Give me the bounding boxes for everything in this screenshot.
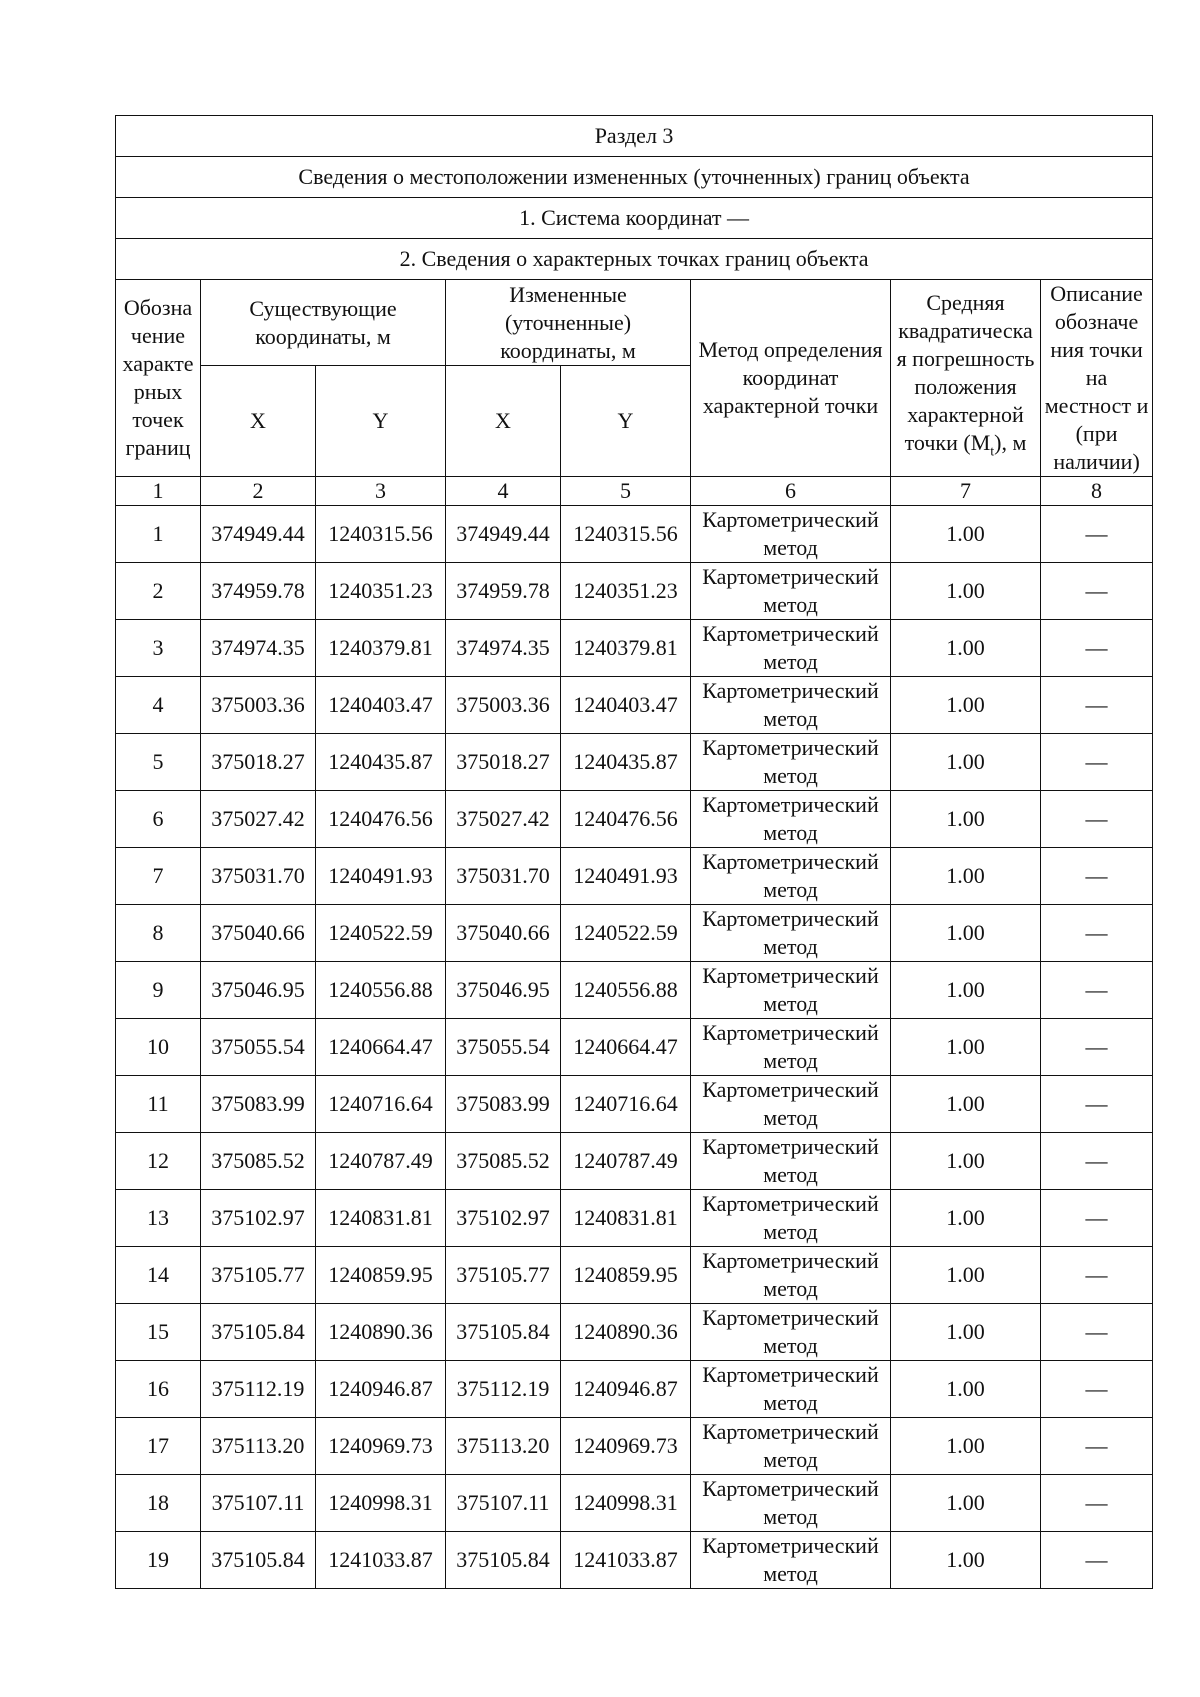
existing-x: 375112.19 — [201, 1361, 316, 1418]
existing-y: 1240379.81 — [316, 620, 446, 677]
method-line-2: метод — [763, 763, 818, 788]
method-line-1: Картометрический — [702, 564, 879, 589]
method-line-2: метод — [763, 1447, 818, 1472]
table-body — [116, 116, 1153, 1589]
header-changed-x: X — [446, 366, 561, 477]
column-number: 1 — [116, 477, 201, 506]
method-cell — [691, 1418, 891, 1475]
changed-x: 375003.36 — [446, 677, 561, 734]
changed-x: 375027.42 — [446, 791, 561, 848]
error-value: 1.00 — [891, 1361, 1041, 1418]
column-number: 4 — [446, 477, 561, 506]
column-number: 8 — [1041, 477, 1153, 506]
method-line-2: метод — [763, 877, 818, 902]
existing-y: 1240969.73 — [316, 1418, 446, 1475]
table-row — [116, 1247, 1153, 1304]
existing-x: 374949.44 — [201, 506, 316, 563]
existing-y: 1240476.56 — [316, 791, 446, 848]
error-value: 1.00 — [891, 506, 1041, 563]
changed-x: 375018.27 — [446, 734, 561, 791]
table-row — [116, 1304, 1153, 1361]
existing-y: 1240716.64 — [316, 1076, 446, 1133]
method-cell — [691, 905, 891, 962]
table-row — [116, 962, 1153, 1019]
existing-x: 375102.97 — [201, 1190, 316, 1247]
method-cell — [691, 962, 891, 1019]
method-cell — [691, 1475, 891, 1532]
method-line-2: метод — [763, 1048, 818, 1073]
table-row — [116, 848, 1153, 905]
table-row — [116, 1019, 1153, 1076]
table-row — [116, 1076, 1153, 1133]
point-number: 14 — [116, 1247, 201, 1304]
existing-y: 1240403.47 — [316, 677, 446, 734]
changed-x: 374974.35 — [446, 620, 561, 677]
method-cell — [691, 677, 891, 734]
changed-y: 1240491.93 — [561, 848, 691, 905]
existing-x: 375040.66 — [201, 905, 316, 962]
header-changed-y: Y — [561, 366, 691, 477]
table-row — [116, 1532, 1153, 1589]
description-value: — — [1041, 1133, 1153, 1190]
existing-y: 1240435.87 — [316, 734, 446, 791]
coord-system-row — [116, 198, 1153, 239]
existing-x: 375046.95 — [201, 962, 316, 1019]
header-existing-coords: Существующие координаты, м — [201, 280, 446, 366]
existing-y: 1240946.87 — [316, 1361, 446, 1418]
column-numbers-row — [116, 477, 1153, 506]
description-value: — — [1041, 506, 1153, 563]
point-number: 7 — [116, 848, 201, 905]
header-error-sub: t — [990, 444, 995, 460]
points-title-row — [116, 239, 1153, 280]
existing-x: 375105.77 — [201, 1247, 316, 1304]
existing-y: 1240556.88 — [316, 962, 446, 1019]
changed-x: 375031.70 — [446, 848, 561, 905]
error-value: 1.00 — [891, 1019, 1041, 1076]
changed-y: 1240859.95 — [561, 1247, 691, 1304]
header-error-unit: ), м — [994, 430, 1027, 456]
description-value: — — [1041, 905, 1153, 962]
point-number: 6 — [116, 791, 201, 848]
column-number: 5 — [561, 477, 691, 506]
table-row — [116, 620, 1153, 677]
method-line-2: метод — [763, 1162, 818, 1187]
existing-y: 1240664.47 — [316, 1019, 446, 1076]
method-line-1: Картометрический — [702, 849, 879, 874]
method-cell — [691, 1190, 891, 1247]
method-line-2: метод — [763, 649, 818, 674]
description-value: — — [1041, 1361, 1153, 1418]
method-cell — [691, 1133, 891, 1190]
changed-y: 1240435.87 — [561, 734, 691, 791]
description-value: — — [1041, 962, 1153, 1019]
point-number: 19 — [116, 1532, 201, 1589]
method-line-1: Картометрический — [702, 735, 879, 760]
changed-y: 1240716.64 — [561, 1076, 691, 1133]
existing-y: 1240998.31 — [316, 1475, 446, 1532]
existing-x: 375085.52 — [201, 1133, 316, 1190]
changed-y: 1240315.56 — [561, 506, 691, 563]
point-number: 15 — [116, 1304, 201, 1361]
point-number: 4 — [116, 677, 201, 734]
column-number: 6 — [691, 477, 891, 506]
method-cell — [691, 563, 891, 620]
method-cell — [691, 620, 891, 677]
existing-x: 375055.54 — [201, 1019, 316, 1076]
point-number: 11 — [116, 1076, 201, 1133]
method-cell — [691, 1304, 891, 1361]
description-value: — — [1041, 620, 1153, 677]
header-existing-y: Y — [316, 366, 446, 477]
method-cell — [691, 848, 891, 905]
changed-y: 1240476.56 — [561, 791, 691, 848]
existing-x: 375003.36 — [201, 677, 316, 734]
error-value: 1.00 — [891, 1247, 1041, 1304]
changed-x: 375055.54 — [446, 1019, 561, 1076]
changed-x: 374949.44 — [446, 506, 561, 563]
point-number: 5 — [116, 734, 201, 791]
method-line-1: Картометрический — [702, 1533, 879, 1558]
changed-y: 1240403.47 — [561, 677, 691, 734]
table-row — [116, 791, 1153, 848]
existing-x: 375113.20 — [201, 1418, 316, 1475]
changed-x: 375105.77 — [446, 1247, 561, 1304]
method-line-2: метод — [763, 1333, 818, 1358]
method-line-2: метод — [763, 592, 818, 617]
changed-x: 375040.66 — [446, 905, 561, 962]
method-line-2: метод — [763, 1504, 818, 1529]
method-cell — [691, 506, 891, 563]
error-value: 1.00 — [891, 677, 1041, 734]
description-value: — — [1041, 563, 1153, 620]
description-value: — — [1041, 1076, 1153, 1133]
changed-y: 1240522.59 — [561, 905, 691, 962]
changed-x: 375112.19 — [446, 1361, 561, 1418]
method-line-1: Картометрический — [702, 792, 879, 817]
error-value: 1.00 — [891, 1418, 1041, 1475]
table-row — [116, 1133, 1153, 1190]
changed-y: 1240969.73 — [561, 1418, 691, 1475]
method-line-1: Картометрический — [702, 507, 879, 532]
method-cell — [691, 1076, 891, 1133]
changed-x: 375102.97 — [446, 1190, 561, 1247]
error-value: 1.00 — [891, 1304, 1041, 1361]
existing-y: 1241033.87 — [316, 1532, 446, 1589]
point-number: 18 — [116, 1475, 201, 1532]
method-line-1: Картометрический — [702, 1020, 879, 1045]
section-title: Раздел 3 — [116, 116, 1153, 157]
existing-y: 1240491.93 — [316, 848, 446, 905]
method-line-2: метод — [763, 1276, 818, 1301]
method-line-1: Картометрический — [702, 1305, 879, 1330]
point-number: 13 — [116, 1190, 201, 1247]
method-cell — [691, 1247, 891, 1304]
point-number: 9 — [116, 962, 201, 1019]
point-number: 8 — [116, 905, 201, 962]
point-number: 1 — [116, 506, 201, 563]
existing-y: 1240859.95 — [316, 1247, 446, 1304]
method-line-1: Картометрический — [702, 1191, 879, 1216]
existing-y: 1240522.59 — [316, 905, 446, 962]
point-number: 10 — [116, 1019, 201, 1076]
existing-x: 375105.84 — [201, 1304, 316, 1361]
changed-x: 374959.78 — [446, 563, 561, 620]
point-number: 16 — [116, 1361, 201, 1418]
changed-x: 375046.95 — [446, 962, 561, 1019]
method-cell — [691, 1361, 891, 1418]
error-value: 1.00 — [891, 620, 1041, 677]
error-value: 1.00 — [891, 1190, 1041, 1247]
column-number: 7 — [891, 477, 1041, 506]
method-line-1: Картометрический — [702, 1248, 879, 1273]
header-error-text: Средняя квадратическа я погрешность положения характерной точки (M — [896, 290, 1035, 456]
error-value: 1.00 — [891, 1076, 1041, 1133]
description-value: — — [1041, 1418, 1153, 1475]
table-row — [116, 563, 1153, 620]
changed-y: 1240787.49 — [561, 1133, 691, 1190]
header-description: Описание обозначе ния точки на местност и (при наличии) — [1041, 280, 1153, 477]
table-row — [116, 1418, 1153, 1475]
changed-x: 375105.84 — [446, 1304, 561, 1361]
existing-x: 375031.70 — [201, 848, 316, 905]
description-value: — — [1041, 791, 1153, 848]
method-line-2: метод — [763, 535, 818, 560]
method-line-1: Картометрический — [702, 678, 879, 703]
error-value: 1.00 — [891, 1475, 1041, 1532]
method-line-2: метод — [763, 991, 818, 1016]
existing-x: 375107.11 — [201, 1475, 316, 1532]
table-row — [116, 1475, 1153, 1532]
method-line-2: метод — [763, 934, 818, 959]
header-method: Метод определения координат характерной точки — [691, 280, 891, 477]
description-value: — — [1041, 677, 1153, 734]
method-line-1: Картометрический — [702, 1134, 879, 1159]
table-row — [116, 905, 1153, 962]
existing-x: 375083.99 — [201, 1076, 316, 1133]
method-line-1: Картометрический — [702, 1419, 879, 1444]
changed-y: 1240664.47 — [561, 1019, 691, 1076]
changed-x: 375107.11 — [446, 1475, 561, 1532]
method-line-2: метод — [763, 820, 818, 845]
section-title-row — [116, 116, 1153, 157]
description-value: — — [1041, 1247, 1153, 1304]
existing-y: 1240351.23 — [316, 563, 446, 620]
header-row-1 — [116, 280, 1153, 366]
existing-y: 1240787.49 — [316, 1133, 446, 1190]
description-value: — — [1041, 1532, 1153, 1589]
point-number: 12 — [116, 1133, 201, 1190]
description-value: — — [1041, 1475, 1153, 1532]
description-value: — — [1041, 734, 1153, 791]
method-cell — [691, 1532, 891, 1589]
method-line-2: метод — [763, 1105, 818, 1130]
subtitle-row — [116, 157, 1153, 198]
method-line-1: Картометрический — [702, 963, 879, 988]
changed-y: 1240351.23 — [561, 563, 691, 620]
method-line-1: Картометрический — [702, 1362, 879, 1387]
changed-y: 1240831.81 — [561, 1190, 691, 1247]
changed-y: 1241033.87 — [561, 1532, 691, 1589]
point-number: 17 — [116, 1418, 201, 1475]
existing-x: 375027.42 — [201, 791, 316, 848]
method-line-2: метод — [763, 706, 818, 731]
changed-y: 1240890.36 — [561, 1304, 691, 1361]
header-existing-x: X — [201, 366, 316, 477]
existing-x: 375105.84 — [201, 1532, 316, 1589]
description-value: — — [1041, 848, 1153, 905]
method-line-1: Картометрический — [702, 621, 879, 646]
coordinate-system: 1. Система координат — — [116, 198, 1153, 239]
method-cell — [691, 734, 891, 791]
changed-y: 1240556.88 — [561, 962, 691, 1019]
section-subtitle: Сведения о местоположении измененных (уточненных) границ объекта — [116, 157, 1153, 198]
changed-y: 1240379.81 — [561, 620, 691, 677]
points-title: 2. Сведения о характерных точках границ объекта — [116, 239, 1153, 280]
error-value: 1.00 — [891, 734, 1041, 791]
changed-y: 1240946.87 — [561, 1361, 691, 1418]
table-row — [116, 1190, 1153, 1247]
method-line-1: Картометрический — [702, 906, 879, 931]
method-line-1: Картометрический — [702, 1077, 879, 1102]
error-value: 1.00 — [891, 1133, 1041, 1190]
changed-x: 375105.84 — [446, 1532, 561, 1589]
description-value: — — [1041, 1019, 1153, 1076]
existing-y: 1240315.56 — [316, 506, 446, 563]
existing-x: 375018.27 — [201, 734, 316, 791]
table-row — [116, 677, 1153, 734]
error-value: 1.00 — [891, 848, 1041, 905]
header-designation: Обозна чение характе рных точек границ — [116, 280, 201, 477]
header-error — [891, 280, 1041, 477]
error-value: 1.00 — [891, 791, 1041, 848]
point-number: 3 — [116, 620, 201, 677]
header-changed-coords: Измененные (уточненные) координаты, м — [446, 280, 691, 366]
boundary-points-table — [115, 115, 1153, 1589]
error-value: 1.00 — [891, 563, 1041, 620]
method-line-2: метод — [763, 1561, 818, 1586]
changed-y: 1240998.31 — [561, 1475, 691, 1532]
table-row — [116, 1361, 1153, 1418]
table-row — [116, 506, 1153, 563]
method-line-2: метод — [763, 1219, 818, 1244]
changed-x: 375085.52 — [446, 1133, 561, 1190]
point-number: 2 — [116, 563, 201, 620]
method-cell — [691, 1019, 891, 1076]
method-line-1: Картометрический — [702, 1476, 879, 1501]
column-number: 3 — [316, 477, 446, 506]
changed-x: 375083.99 — [446, 1076, 561, 1133]
table-row — [116, 734, 1153, 791]
existing-x: 374974.35 — [201, 620, 316, 677]
error-value: 1.00 — [891, 905, 1041, 962]
error-value: 1.00 — [891, 1532, 1041, 1589]
description-value: — — [1041, 1304, 1153, 1361]
method-cell — [691, 791, 891, 848]
existing-y: 1240890.36 — [316, 1304, 446, 1361]
description-value: — — [1041, 1190, 1153, 1247]
column-number: 2 — [201, 477, 316, 506]
changed-x: 375113.20 — [446, 1418, 561, 1475]
existing-x: 374959.78 — [201, 563, 316, 620]
error-value: 1.00 — [891, 962, 1041, 1019]
existing-y: 1240831.81 — [316, 1190, 446, 1247]
method-line-2: метод — [763, 1390, 818, 1415]
